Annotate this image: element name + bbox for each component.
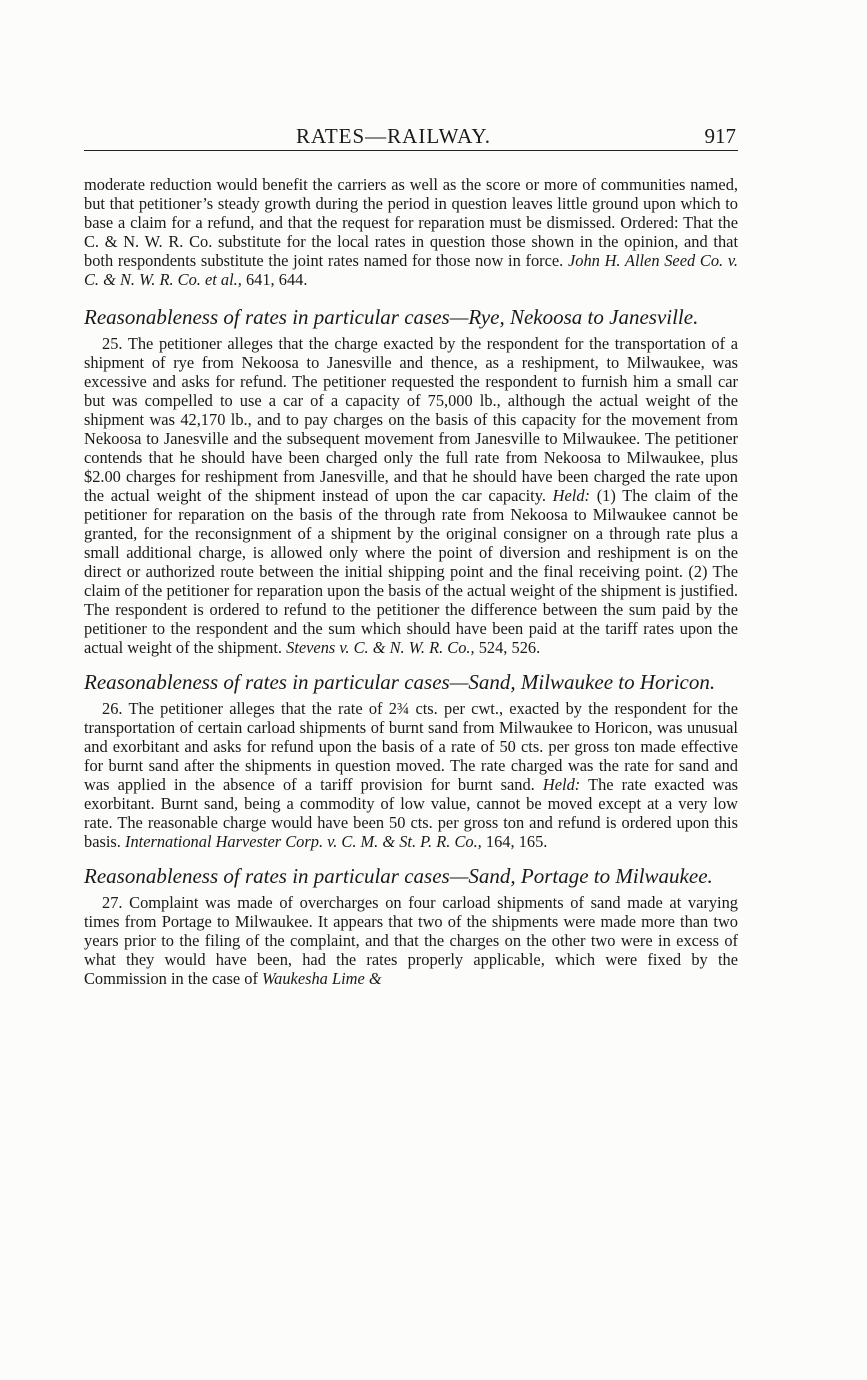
paragraph-text: The petitioner alleges that the rate of 2¾ cts. per cwt., exacted by the respondent for the transportation of certain carload shipments of burnt sand from Milwaukee to Horicon, was unusual and exorbitant and asks for refund upon the basis of a rate of 50 cts. per gross ton made effective for burnt sand after the shipments in question moved. The rate charged was the rate for sand and was applied in the absence of a tariff provision for burnt sand. (84, 699, 738, 794)
held-label: Held: (552, 486, 590, 505)
header-rule (84, 150, 738, 151)
section-paragraph (84, 334, 738, 657)
section-paragraph (84, 893, 738, 988)
section-paragraph (84, 699, 738, 851)
citation-pages: 641, 644. (245, 270, 308, 289)
paragraph-number: 26. (102, 699, 123, 718)
section-heading: Reasonableness of rates in particular cases—Rye, Nekoosa to Janesville. (84, 305, 699, 329)
section-heading: Reasonableness of rates in particular cases—Sand, Milwaukee to Horicon. (84, 670, 716, 694)
citation-pages: 164, 165. (485, 832, 548, 851)
paragraph-text: The petitioner alleges that the charge exacted by the respondent for the transportation of a shipment of rye from Nekoosa to Janesville and thence, as a reshipment, to Milwaukee, was excessive and asks for refund. The petitioner requested the respondent to furnish him a small car but was compelled to use a car of a capacity of 75,000 lb., although the actual weight of the shipment was 42,170 lb., and to pay charges on the basis of this capacity for the movement from Nekoosa to Janesville and the subsequent movement from Janesville to Milwaukee. The petitioner contends that he should have been charged only the full rate from Nekoosa to Milwaukee, plus $2.00 charges for reshipment from Janesville, and that he should have been charged the rate upon the actual weight of the shipment instead of upon the car capacity. (84, 334, 738, 505)
held-label: Held: (542, 775, 581, 794)
case-citation: Waukesha Lime & (262, 969, 382, 988)
citation-pages: 524, 526. (478, 638, 541, 657)
paragraph-number: 27. (102, 893, 123, 912)
paragraph-text: The rate exacted was exorbitant. Burnt sand, being a commodity of low value, cannot be moved except at a very low rate. The reasonable charge would have been 50 cts. per gross ton and refund is ordered upon this basis. (84, 775, 738, 851)
paragraph-text: moderate reduction would benefit the carriers as well as the score or more of communities named, but that petitioner’s steady growth during the period in question leaves little ground upon which to base a claim for a refund, and that the request for reparation must be dismissed. Ordered: That the C. & N. W. R. Co. substitute for the local rates in question those shown in the opinion, and that both respondents substitute the joint rates named for those now in force. (84, 175, 738, 270)
page-number: 917 (704, 124, 736, 148)
page-body (84, 175, 738, 988)
section-heading: Reasonableness of rates in particular cases—Sand, Portage to Milwaukee. (84, 864, 713, 888)
case-citation: International Harvester Corp. v. C. M. & St. P. R. Co., (125, 832, 482, 851)
paragraph-number: 25. (102, 334, 123, 353)
paragraph-text: Complaint was made of overcharges on four carload shipments of sand made at varying times from Portage to Milwaukee. It appears that two of the shipments were made more than two years prior to the filing of the complaint, and that the charges on the other two were in excess of what they would have been, had the rates properly applicable, which were fixed by the Commission in the case of (84, 893, 738, 988)
paragraph-text: (1) The claim of the petitioner for reparation on the basis of the through rate from Nekoosa to Milwaukee cannot be granted, for the reconsignment of a shipment by the original consigner on a through rate plus a small additional charge, is allowed only where the point of diversion and reshipment is on the direct or authorized route between the initial shipping point and the final receiving point. (2) The claim of the petitioner for reparation upon the basis of the actual weight of the shipment is justified. The respondent is ordered to refund to the petitioner the difference between the sum paid by the petitioner to the respondent and the sum which should have been paid at the tariff rates upon the actual weight of the shipment. (84, 486, 738, 657)
case-citation: John H. Allen Seed Co. v. C. & N. W. R. Co. et al., (84, 251, 738, 289)
case-citation: Stevens v. C. & N. W. R. Co., (286, 638, 475, 657)
continued-paragraph (84, 175, 738, 289)
running-head: RATES—RAILWAY. (296, 124, 492, 148)
